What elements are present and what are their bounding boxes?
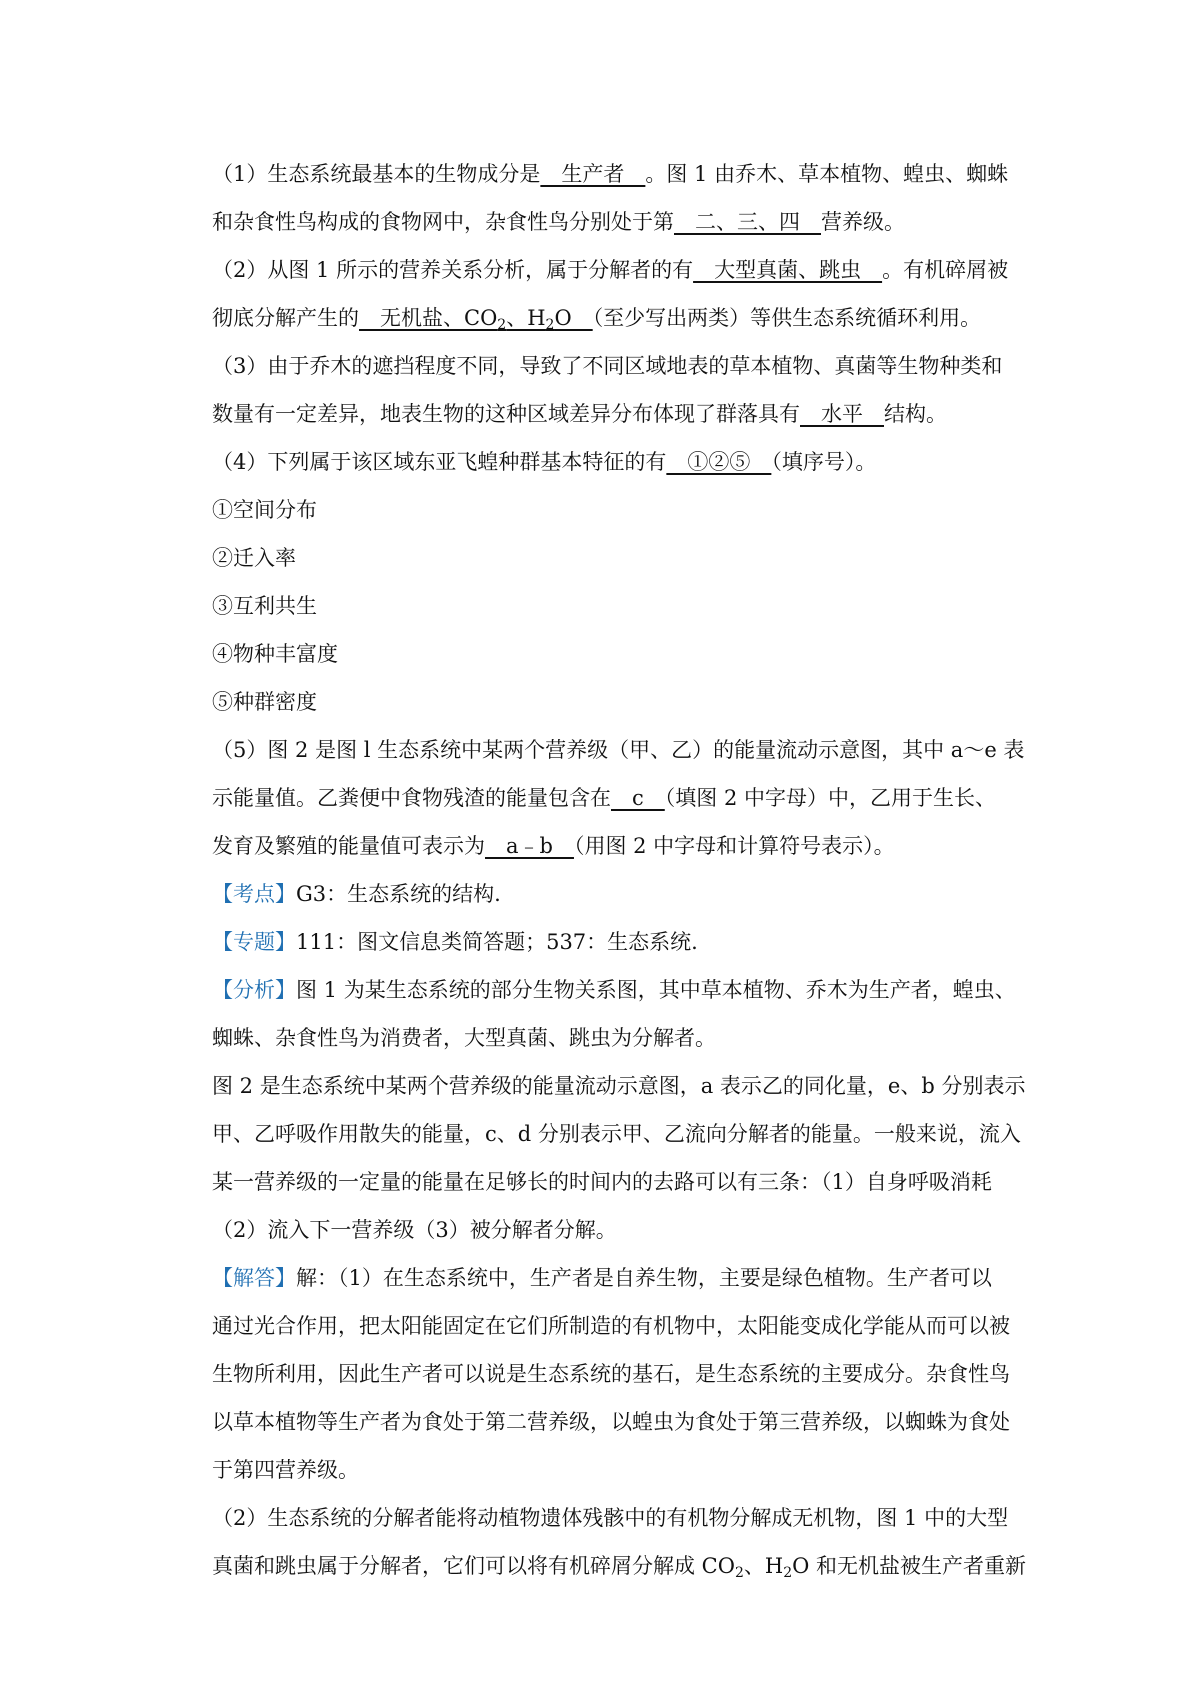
jieda-line-3: 生物所利用，因此生产者可以说是生态系统的基石，是生态系统的主要成分。杂食性鸟 [212, 1362, 1010, 1386]
q4-line-1: （4）下列属于该区域东亚飞蝗种群基本特征的有 ①②⑤ （填序号）。 [212, 450, 877, 474]
jieda-line-6: （2）生态系统的分解者能将动植物遗体残骸中的有机物分解成无机物，图 1 中的大型 [212, 1506, 1009, 1530]
q2-answer-1: 大型真菌、跳虫 [693, 258, 883, 282]
q3-line-2: 数量有一定差异，地表生物的这种区域差异分布体现了群落具有 水平 结构。 [212, 402, 947, 426]
fenxi-tag: 【分析】 [212, 978, 296, 1002]
q1-line-2: 和杂食性鸟构成的食物网中，杂食性鸟分别处于第 二、三、四 营养级。 [212, 210, 905, 234]
jieda-tag: 【解答】 [212, 1266, 296, 1290]
kaodian-line: 【考点】G3：生态系统的结构. [212, 882, 501, 906]
q4-option-5: ⑤种群密度 [212, 690, 317, 714]
q5-line-2: 示能量值。乙粪便中食物残渣的能量包含在 c （填图 2 中字母）中，乙用于生长、 [212, 786, 996, 810]
zhuanti-tag: 【专题】 [212, 930, 296, 954]
q2-answer-2: 无机盐、$CO_2$、$H_2O$ [359, 306, 593, 333]
document-page [212, 150, 1027, 1590]
fenxi-line-4: 甲、乙呼吸作用散失的能量，c、d 分别表示甲、乙流向分解者的能量。一般来说，流入 [212, 1122, 1021, 1146]
q5-line-1: （5）图 2 是图 l 生态系统中某两个营养级（甲、乙）的能量流动示意图，其中 a～e 表 [212, 738, 1025, 762]
q4-option-4: ④物种丰富度 [212, 642, 338, 666]
fenxi-line-2: 蜘蛛、杂食性鸟为消费者，大型真菌、跳虫为分解者。 [212, 1026, 716, 1050]
jieda-line-7: 真菌和跳虫属于分解者，它们可以将有机碎屑分解成 $CO_2$、$H_2O$ 和无机盐被生产者重新 [212, 1554, 1027, 1581]
q5-line-3: 发育及繁殖的能量值可表示为 a﹣b （用图 2 中字母和计算符号表示）。 [212, 834, 895, 858]
fenxi-line-5: 某一营养级的一定量的能量在足够长的时间内的去路可以有三条：（1）自身呼吸消耗 [212, 1170, 992, 1194]
q2-line-1: （2）从图 1 所示的营养关系分析，属于分解者的有 大型真菌、跳虫 。有机碎屑被 [212, 258, 1009, 282]
q1-answer-1: 生产者 [540, 162, 646, 186]
jieda-line-1: 【解答】解：（1）在生态系统中，生产者是自养生物，主要是绿色植物。生产者可以 [212, 1266, 992, 1290]
q5-answer-1: c [611, 786, 665, 810]
q4-option-1: ①空间分布 [212, 498, 317, 522]
q1-line-1: （1）生态系统最基本的生物成分是 生产者 。图 1 由乔木、草本植物、蝗虫、蜘蛛 [212, 162, 1009, 186]
zhuanti-line: 【专题】111：图文信息类简答题；537：生态系统. [212, 930, 698, 954]
jieda-line-2: 通过光合作用，把太阳能固定在它们所制造的有机物中，太阳能变成化学能从而可以被 [212, 1314, 1010, 1338]
jieda-line-4: 以草本植物等生产者为食处于第二营养级，以蝗虫为食处于第三营养级，以蜘蛛为食处 [212, 1410, 1010, 1434]
fenxi-line-6: （2）流入下一营养级（3）被分解者分解。 [212, 1218, 617, 1242]
fenxi-line-3: 图 2 是生态系统中某两个营养级的能量流动示意图，a 表示乙的同化量，e、b 分别表示 [212, 1074, 1026, 1098]
kaodian-tag: 【考点】 [212, 882, 296, 906]
q5-answer-2: a﹣b [485, 834, 574, 858]
q3-line-1: （3）由于乔木的遮挡程度不同，导致了不同区域地表的草本植物、真菌等生物种类和 [212, 354, 1003, 378]
q1-answer-2: 二、三、四 [674, 210, 821, 234]
q3-answer: 水平 [800, 402, 884, 426]
q4-option-3: ③互利共生 [212, 594, 317, 618]
q4-answer: ①②⑤ [666, 450, 772, 474]
q2-line-2: 彻底分解产生的 无机盐、$CO_2$、$H_2O$ （至少写出两类）等供生态系统循环利用。 [212, 306, 982, 333]
fenxi-line-1: 【分析】图 1 为某生态系统的部分生物关系图，其中草本植物、乔木为生产者，蝗虫、 [212, 978, 1016, 1002]
q4-option-2: ②迁入率 [212, 546, 296, 570]
jieda-line-5: 于第四营养级。 [212, 1458, 359, 1482]
